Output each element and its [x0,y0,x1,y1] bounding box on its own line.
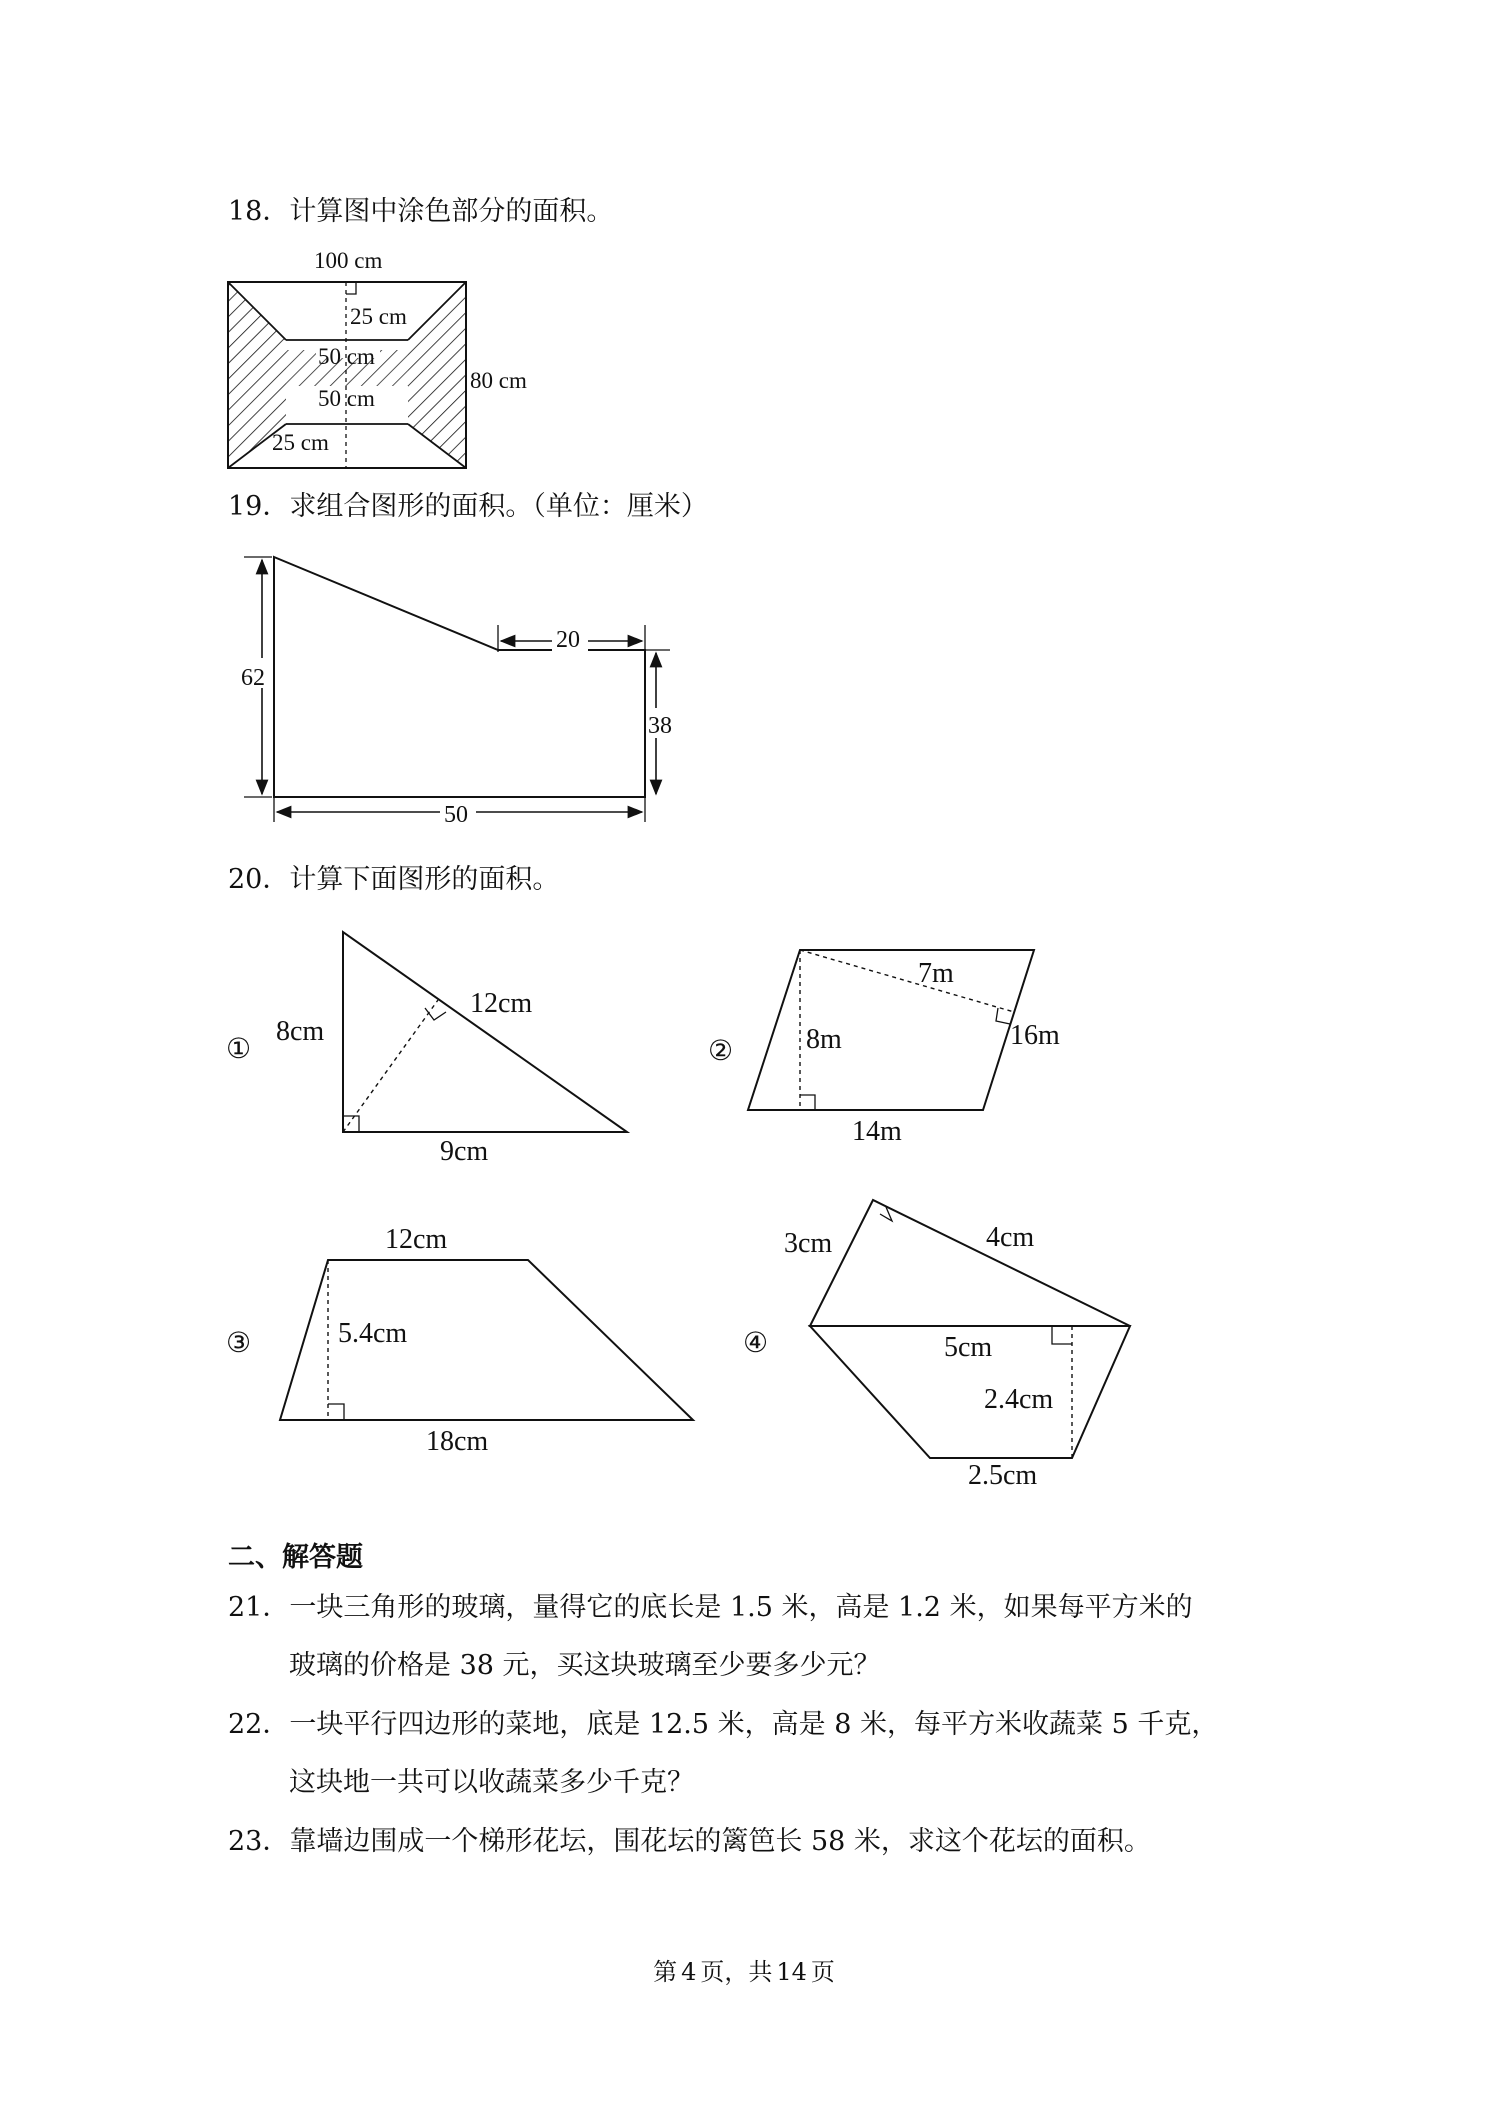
label-20: 20 [556,627,580,653]
label-50cm-upper: 50 cm [318,344,375,369]
label-7m: 7m [918,958,954,989]
footer-page-number: 4 [681,1958,697,1986]
mark-4: ④ [743,1328,769,1359]
footer-prefix: 第 [653,1958,678,1986]
label-2.4cm: 2.4cm [984,1384,1054,1415]
question-text-line1: 一块平行四边形的菜地，底是 12.5 米，高是 8 米，每平方米收蔬菜 5 千克， [289,1709,1219,1740]
question-22-line2: 这块地一共可以收蔬菜多少千克？ [289,1767,694,1798]
label-4cm: 4cm [986,1222,1035,1253]
figure-20-1 [226,932,627,1167]
question-text: 计算下面图形的面积。 [289,864,560,895]
footer-middle: 页，共 [700,1958,773,1986]
label-25cm-top: 25 cm [350,304,407,329]
question-number: 18． [228,196,290,227]
label-100cm: 100 cm [314,248,383,273]
footer-total-pages: 14 [776,1958,807,1986]
label-2.5cm: 2.5cm [968,1460,1038,1491]
question-number: 19． [228,491,290,522]
question-number: 20． [228,864,290,895]
question-number: 23． [228,1826,290,1857]
question-number: 21． [228,1592,290,1623]
figure-20-2 [708,950,1060,1147]
label-50cm-lower: 50 cm [318,386,375,411]
question-22 [228,1705,1218,1745]
label-16m: 16m [1010,1020,1060,1051]
question-21 [228,1588,1193,1628]
mark-1: ① [226,1034,252,1065]
label-50: 50 [444,802,468,828]
mark-3: ③ [226,1328,252,1359]
label-5cm: 5cm [944,1332,993,1363]
label-38: 38 [648,713,672,739]
figure-20-4 [743,1200,1130,1491]
section-title: 二、解答题 [228,1542,363,1573]
label-8m: 8m [806,1024,842,1055]
question-text-line1: 一块三角形的玻璃，量得它的底长是 1.5 米，高是 1.2 米，如果每平方米的 [289,1592,1193,1623]
footer-suffix: 页 [810,1958,835,1986]
label-3cm: 3cm [784,1228,833,1259]
label-25cm-bottom: 25 cm [272,430,329,455]
question-text: 计算图中涂色部分的面积。 [289,196,614,227]
question-text: 靠墙边围成一个梯形花坛，围花坛的篱笆长 58 米，求这个花坛的面积。 [289,1826,1151,1857]
label-12cm-top: 12cm [385,1224,448,1255]
label-8cm: 8cm [276,1016,325,1047]
label-18cm: 18cm [426,1426,489,1457]
question-text: 求组合图形的面积。（单位：厘米） [289,491,708,522]
label-5.4cm: 5.4cm [338,1318,408,1349]
label-14m: 14m [852,1116,902,1147]
label-62: 62 [241,665,265,691]
mark-2: ② [708,1036,734,1067]
question-23 [228,1822,1151,1862]
label-12cm: 12cm [470,988,533,1019]
label-9cm: 9cm [440,1136,489,1167]
label-80cm: 80 cm [470,368,527,393]
question-21-line2: 玻璃的价格是 38 元，买这块玻璃至少要多少元？ [289,1650,881,1681]
page-footer [0,1952,1488,1987]
figure-20-3 [226,1224,693,1457]
question-number: 22． [228,1709,290,1740]
